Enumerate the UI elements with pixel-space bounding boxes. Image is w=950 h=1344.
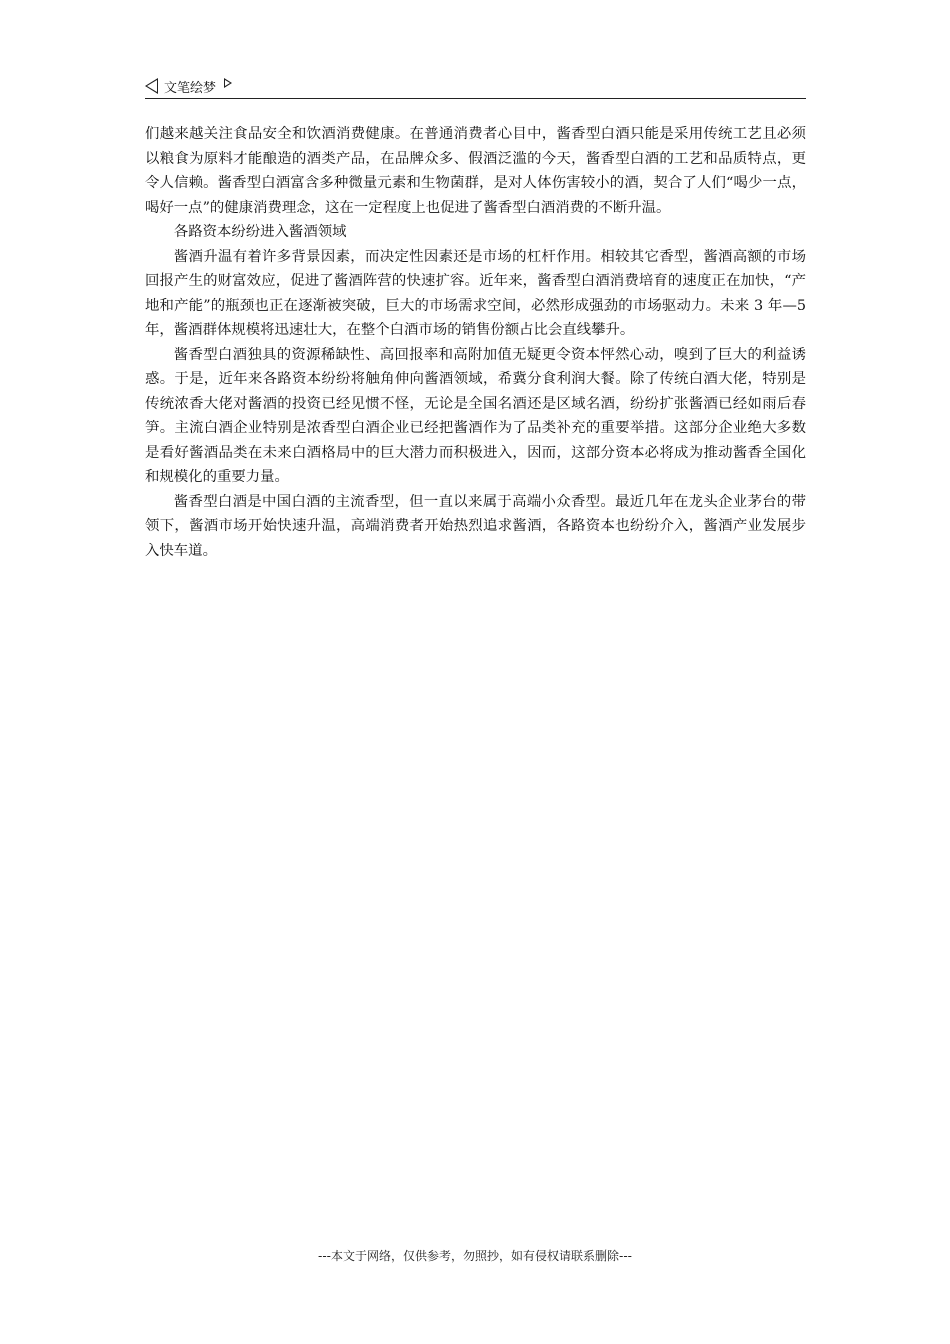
triangle-left-icon — [145, 78, 158, 94]
paragraph: 酱酒升温有着许多背景因素，而决定性因素还是市场的杠杆作用。相较其它香型，酱酒高额的市场回报产生的财富效应，促进了酱酒阵营的快速扩容。近年来，酱香型白酒消费培育的速度正在加快，“产地和产能”的瓶颈也正在逐渐被突破，巨大的市场需求空间，必然形成强劲的市场驱动力。未来 3 年—5 年，酱酒群体规模将迅速壮大，在整个白酒市场的销售份额占比会直线攀升。 — [145, 248, 806, 338]
section-heading: 各路资本纷纷进入酱酒领域 — [173, 224, 347, 240]
header-title: 文笔绘梦 — [164, 80, 217, 96]
footer-disclaimer: ---本文于网络，仅供参考，勿照抄，如有侵权请联系删除--- — [318, 1249, 632, 1263]
paragraph: 酱香型白酒是中国白酒的主流香型，但一直以来属于高端小众香型。最近几年在龙头企业茅台的带领下，酱酒市场开始快速升温，高端消费者开始热烈追求酱酒，各路资本也纷纷介入，酱酒产业发展步入快车道。 — [145, 493, 806, 559]
paragraph: 酱香型白酒独具的资源稀缺性、高回报率和高附加值无疑更令资本怦然心动，嗅到了巨大的利益诱惑。于是，近年来各路资本纷纷将触角伸向酱酒领域，希冀分食利润大餐。除了传统白酒大佬，特别是传统浓香大佬对酱酒的投资已经见惯不怪，无论是全国名酒还是区域名酒，纷纷扩张酱酒已经如雨后春笋。主流白酒企业特别是浓香型白酒企业已经把酱酒作为了品类补充的重要举措。这部分企业绝大多数是看好酱酒品类在未来白酒格局中的巨大潜力而积极进入，因而，这部分资本必将成为推动酱香全国化和规模化的重要力量。 — [145, 346, 806, 485]
paragraph: 们越来越关注食品安全和饮酒消费健康。在普通消费者心目中，酱香型白酒只能是采用传统工艺且必须以粮食为原料才能酿造的酒类产品，在品牌众多、假酒泛滥的今天，酱香型白酒的工艺和品质特点，更令人信赖。酱香型白酒富含多种微量元素和生物菌群，是对人体伤害较小的酒，契合了人们“喝少一点，喝好一点”的健康消费理念，这在一定程度上也促进了酱香型白酒消费的不断升温。 — [145, 126, 806, 216]
document-body — [145, 122, 806, 563]
page-header — [145, 74, 806, 99]
triangle-right-icon — [224, 78, 232, 88]
